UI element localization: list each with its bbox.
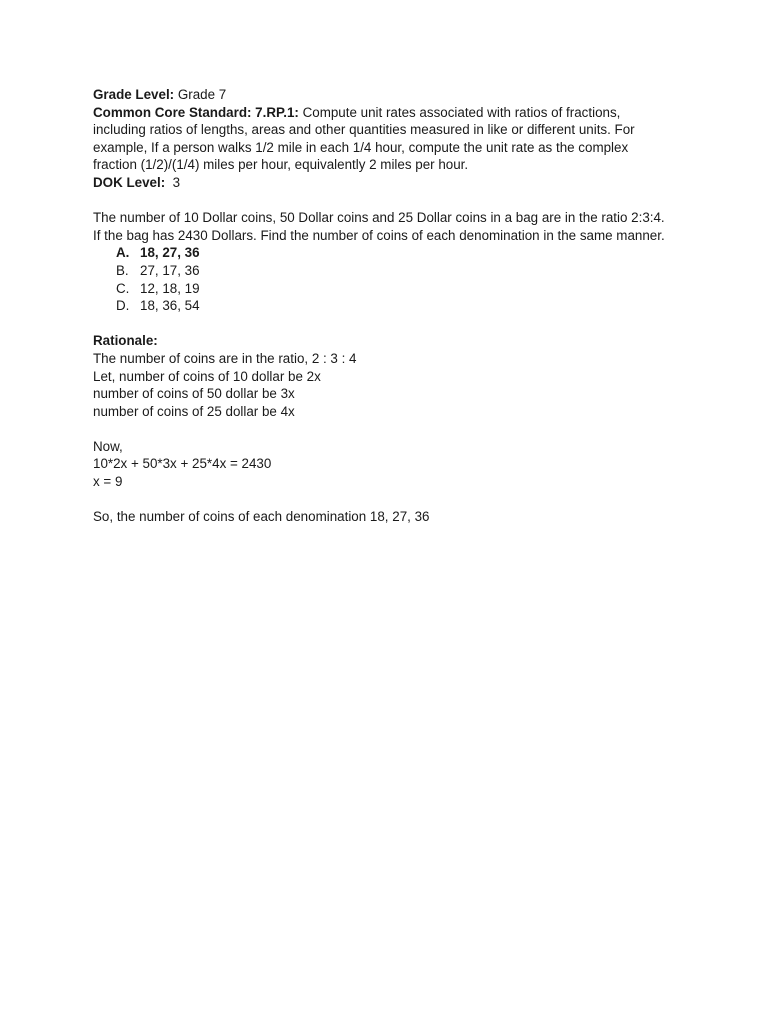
rationale-line: Let, number of coins of 10 dollar be 2x [93,368,321,384]
grade-level-value: Grade 7 [174,87,227,102]
rationale-line: The number of coins are in the ratio, 2 : 3 : 4 [93,350,357,366]
rationale-heading: Rationale: [93,333,158,349]
work-line: Now, [93,438,123,454]
choice-letter: C. [116,280,130,296]
dok-level-label: DOK Level: [93,174,166,190]
rationale-line: number of coins of 25 dollar be 4x [93,403,295,419]
dok-level-value: 3 [165,174,181,190]
choice-a [93,244,673,262]
work-line: x = 9 [93,474,123,490]
spacer [93,315,673,333]
choice-text: 12, 18, 19 [140,280,200,296]
document-content [93,86,673,526]
work-line: 10*2x + 50*3x + 25*4x = 2430 [93,456,272,472]
dok-level [93,174,673,192]
spacer [93,420,673,438]
choice-b [93,262,673,280]
spacer [93,192,673,210]
rationale-line: number of coins of 50 dollar be 3x [93,386,295,402]
grade-level [93,86,673,104]
spacer [93,491,673,509]
choice-text: 27, 17, 36 [140,262,200,278]
choice-text: 18, 36, 54 [140,298,200,314]
grade-level-label: Grade Level: [93,87,175,102]
standard-label: Common Core Standard: 7.RP.1: [93,104,299,120]
choice-letter: D. [116,298,130,314]
question-text: The number of 10 Dollar coins, 50 Dollar coins and 25 Dollar coins in a bag are in the ratio 2:3:4. If the bag has 2430 Dollars. Find the number of coins of each denomination in the same manner. [93,210,665,243]
common-core-standard [93,104,673,174]
choice-letter: A. [116,245,130,261]
conclusion: So, the number of coins of each denomination 18, 27, 36 [93,509,430,525]
choice-d [93,297,673,315]
choice-c [93,280,673,298]
choice-text: 18, 27, 36 [140,245,200,261]
standard-text: Compute unit rates associated with ratios of fractions, including ratios of lengths, areas and other quantities measured in like or different units. For example, If a person walks 1/2 mile in each 1/4 hour, compute the unit rate as the complex fraction (1/2)/(1/4) miles per hour, equivalently 2 miles per hour. [93,104,635,173]
choice-letter: B. [116,262,129,278]
answer-choices [93,244,673,314]
